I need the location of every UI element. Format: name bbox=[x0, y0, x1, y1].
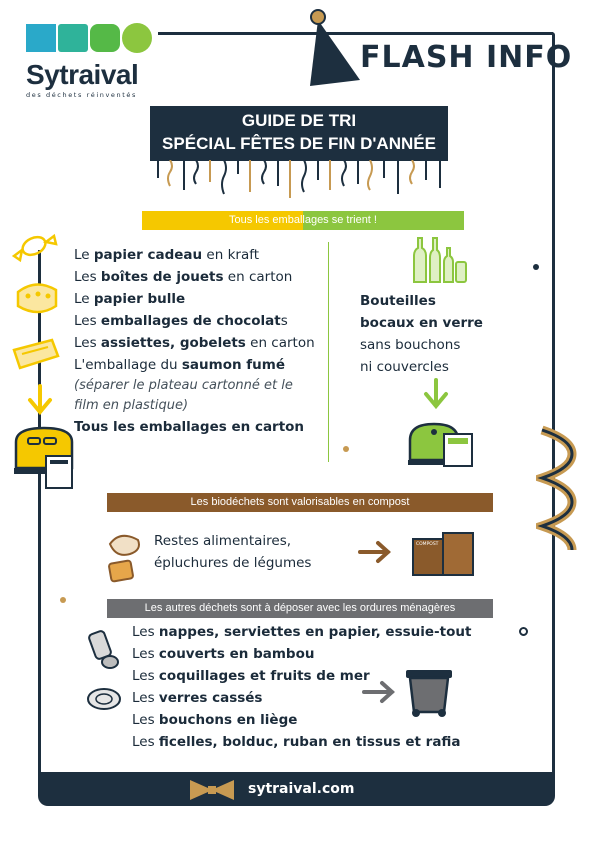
list-item: Les ficelles, bolduc, ruban en tissus et rafia bbox=[132, 734, 461, 750]
candy-icon bbox=[8, 226, 60, 266]
column-divider bbox=[328, 242, 329, 462]
list-item: Les bouchons en liège bbox=[132, 712, 298, 728]
logo-squares-icon bbox=[26, 22, 156, 56]
party-hat-icon bbox=[298, 6, 362, 88]
list-item: Les assiettes, gobelets en carton bbox=[74, 335, 315, 351]
compost-label: COMPOST bbox=[416, 542, 439, 547]
compost-line-1: Restes alimentaires, bbox=[154, 533, 292, 549]
list-item: Les couverts en bambou bbox=[132, 646, 315, 662]
glass-line-2: bocaux en verre bbox=[360, 315, 483, 331]
ring-decoration bbox=[519, 627, 528, 636]
dot-decoration bbox=[533, 264, 539, 270]
list-item: Le papier cadeau en kraft bbox=[74, 247, 260, 263]
food-scraps-icon bbox=[104, 524, 148, 584]
brand-logo bbox=[26, 22, 156, 102]
section2-banner: Les biodéchets sont valorisables en compost bbox=[107, 493, 493, 512]
list-item: Les boîtes de jouets en carton bbox=[74, 269, 293, 285]
bow-tie-icon bbox=[188, 778, 236, 802]
glass-line-3: sans bouchons bbox=[360, 337, 461, 353]
dot-decoration bbox=[343, 446, 349, 452]
tray-icon bbox=[10, 336, 62, 374]
ribbon-decoration bbox=[536, 420, 580, 556]
dot-decoration bbox=[60, 597, 66, 603]
section1-banner: Tous les emballages se trient ! bbox=[142, 211, 464, 230]
section3-banner: Les autres déchets sont à déposer avec les ordures ménagères bbox=[107, 599, 493, 618]
glass-text bbox=[360, 290, 483, 378]
list-item: Les nappes, serviettes en papier, essuie-tout bbox=[132, 624, 472, 640]
separation-note: (séparer le plateau cartonné et le bbox=[74, 378, 293, 393]
list-item-carton: Tous les emballages en carton bbox=[74, 419, 305, 435]
arrow-down-green-icon bbox=[422, 378, 450, 410]
brand-tagline: des déchets réinventés bbox=[26, 91, 137, 99]
guide-title-box bbox=[150, 106, 448, 161]
streamers-decoration bbox=[150, 160, 450, 202]
recycling-list bbox=[74, 244, 315, 438]
brand-name: Sytraival bbox=[26, 59, 139, 90]
flash-info-title: FLASH INFO bbox=[360, 40, 573, 75]
frame-left-line bbox=[38, 250, 41, 790]
arrow-right-brown-icon bbox=[358, 540, 394, 564]
title-line-2: SPÉCIAL FÊTES DE FIN D'ANNÉE bbox=[162, 134, 436, 153]
arrow-down-yellow-icon bbox=[26, 384, 54, 416]
title-line-1: GUIDE DE TRI bbox=[241, 111, 357, 130]
list-item: Les emballages de chocolats bbox=[74, 313, 288, 329]
trash-bin-icon bbox=[404, 666, 454, 718]
separation-note-2: film en plastique) bbox=[74, 398, 189, 413]
list-item: Le papier bulle bbox=[74, 291, 186, 307]
footer-url-link[interactable]: sytraival.com bbox=[248, 781, 355, 797]
glass-line-1: Bouteilles bbox=[360, 293, 436, 309]
compost-line-2: épluchures de légumes bbox=[154, 555, 312, 571]
bubble-wrap-icon bbox=[14, 276, 60, 320]
list-item: Les verres cassés bbox=[132, 690, 263, 706]
cork-icon bbox=[84, 628, 124, 672]
shellfish-icon bbox=[84, 684, 124, 714]
glass-bottles-icon bbox=[410, 236, 470, 284]
glass-line-4: ni couvercles bbox=[360, 359, 449, 375]
list-item: Les coquillages et fruits de mer bbox=[132, 668, 370, 684]
yellow-bin-icon bbox=[12, 424, 76, 492]
compost-bin-icon bbox=[412, 532, 474, 574]
glass-container-icon bbox=[404, 418, 476, 470]
arrow-right-gray-icon bbox=[362, 680, 398, 704]
list-item: L'emballage du saumon fumé bbox=[74, 357, 286, 373]
frame-right-line bbox=[552, 32, 555, 788]
